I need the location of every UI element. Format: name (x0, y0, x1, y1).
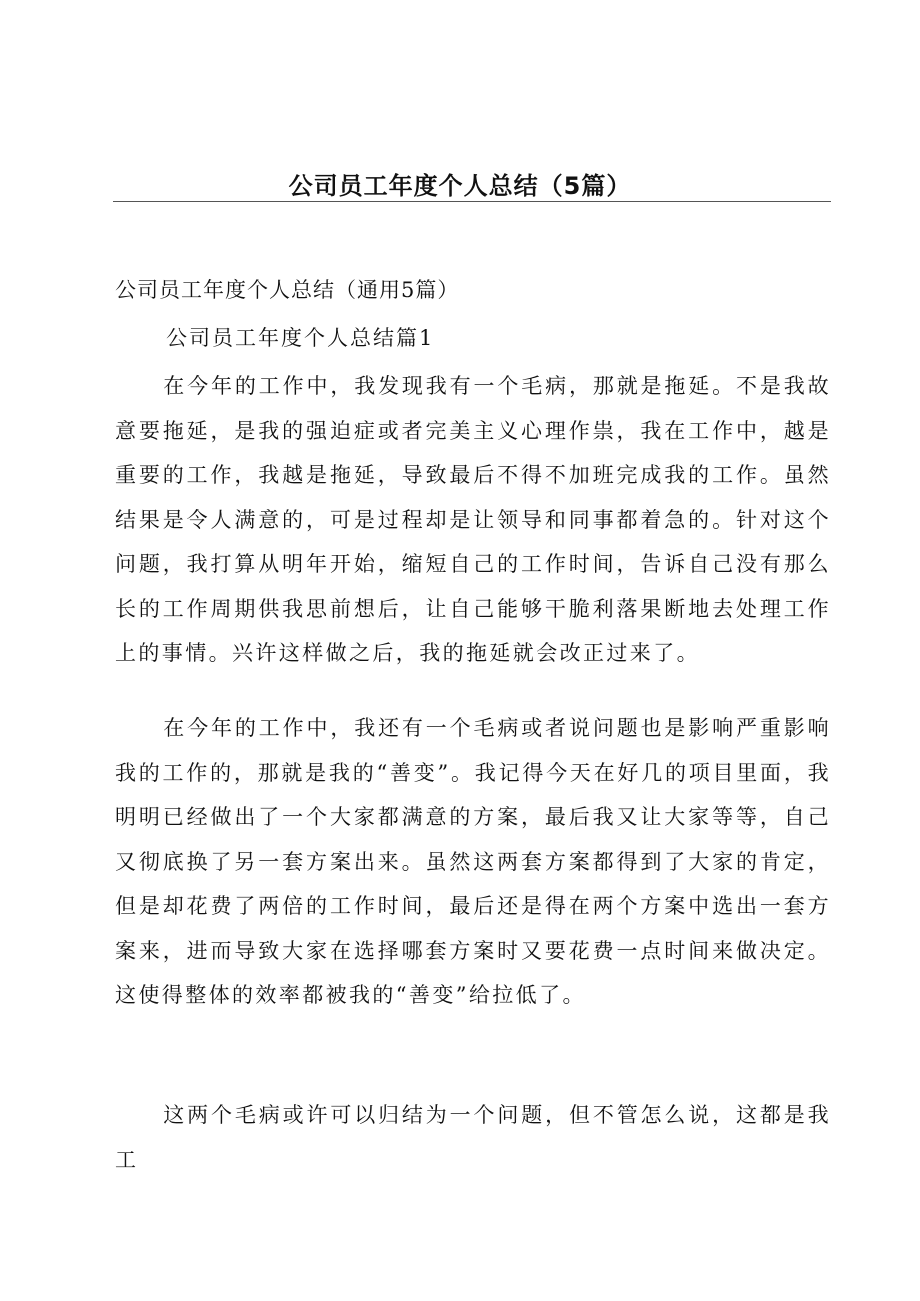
section-heading: 公司员工年度个人总结篇1 (166, 326, 435, 350)
title-underline-divider (113, 201, 831, 202)
paragraph-3: 这两个毛病或许可以归结为一个问题，但不管怎么说，这都是我工 (115, 1103, 831, 1172)
document-title: 公司员工年度个人总结（5篇） (288, 172, 632, 200)
paragraph-1: 在今年的工作中，我发现我有一个毛病，那就是拖延。不是我故意要拖延，是我的强迫症或者完美主义心理作祟，我在工作中，越是重要的工作，我越是拖延，导致最后不得不加班完成我的工作。虽然结果是令人满意的，可是过程却是让领导和同事都着急的。针对这个问题，我打算从明年开始，缩短自己的工作时间，告诉自己没有那么长的工作周期供我思前想后，让自己能够干脆利落果断地去处理工作上的事情。兴许这样做之后，我的拖延就会改正过来了。 (115, 374, 831, 665)
paragraph-2: 在今年的工作中，我还有一个毛病或者说问题也是影响严重影响我的工作的，那就是我的“善变”。我记得今天在好几的项目里面，我明明已经做出了一个大家都满意的方案，最后我又让大家等等，自己又彻底换了另一套方案出来。虽然这两套方案都得到了大家的肯定，但是却花费了两倍的工作时间，最后还是得在两个方案中选出一套方案来，进而导致大家在选择哪套方案时又要花费一点时间来做决定。这使得整体的效率都被我的“善变”给拉低了。 (115, 716, 831, 1007)
document-subtitle: 公司员工年度个人总结（通用5篇） (115, 278, 460, 302)
